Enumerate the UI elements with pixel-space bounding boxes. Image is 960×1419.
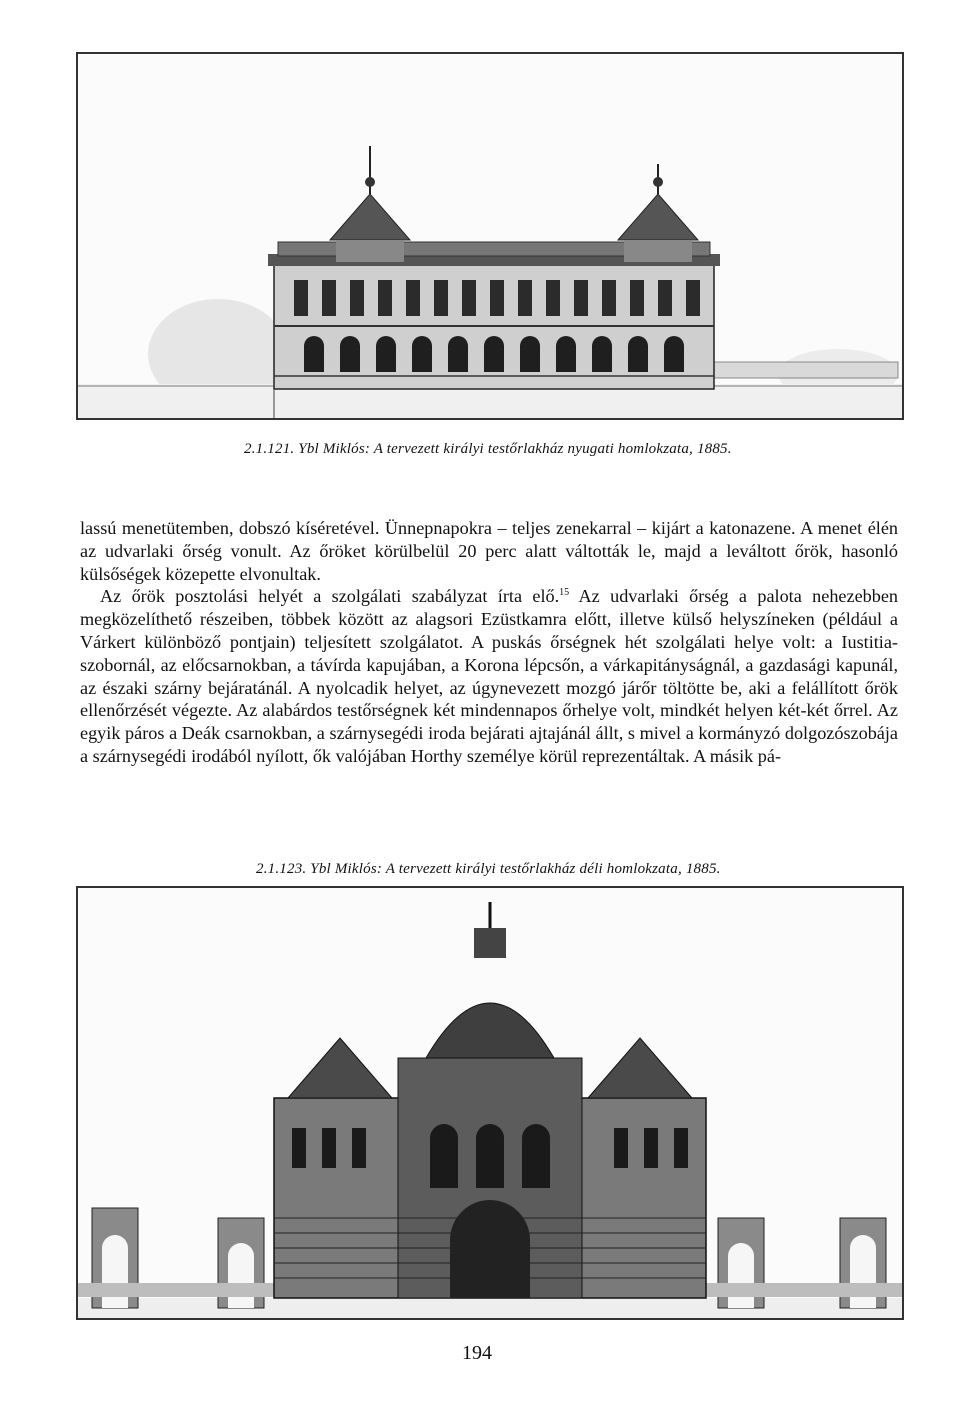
- page-number: 194: [462, 1342, 492, 1364]
- west-facade-drawing: [78, 54, 902, 418]
- south-facade-drawing: [78, 888, 902, 1318]
- paragraph-2-rest: Az udvarlaki őrség a palota nehezebben megközelíthető részeiben, többek között az alagsori Ezüstkamra előtt, illetve külső helyszíneken (például a Várkert különböző pontjain) teljesített szolgálatot. A puskás őrségnek hét szolgálati helye volt: a Iustitia-szobornál, az előcsarnokban, a távírda kapujában, a Korona lépcsőn, a várkapitányságnál, a gazdasági kapunál, az északi szárny bejáratánál. A nyolcadik helyet, az úgynevezett mozgó járőr töltötte be, aki a felállított őrök ellenőrzését végezte. Az alabárdos testőrségnek két mindennapos őrhelye volt, mindkét helyen két-két őrrel. Az egyik páros a Deák csarnokban, a szárnysegédi iroda bejárati ajtajánál állt, s mivel a kormányzó dolgozószobája a szárnysegédi irodából nyílott, ők valójában Horthy személye körül reprezentáltak. A másik pá-: [80, 586, 898, 766]
- paragraph-2-start: Az őrök posztolási helyét a szolgálati szabályzat írta elő.: [100, 586, 560, 607]
- paragraph-1: lassú menetütemben, dobszó kíséretével. Ünnepnapokra – teljes zenekarral – kijárt a katonazene. A menet élén az udvarlaki őrség vonult. Az őröket körülbelül 20 perc alatt váltották le, majd a leváltott őrök, hasonló külsőségek közepette elvonultak.: [80, 518, 898, 584]
- footnote-ref: 15: [559, 587, 570, 599]
- paragraph-2: [80, 585, 898, 767]
- body-text: [80, 517, 898, 768]
- figure-west-facade: [76, 52, 904, 420]
- figure-south-facade: [76, 886, 904, 1320]
- figure-caption-2: 2.1.123. Ybl Miklós: A tervezett királyi testőrlakház déli homlokzata, 1885.: [256, 861, 721, 877]
- figure-caption-1: 2.1.121. Ybl Miklós: A tervezett királyi testőrlakház nyugati homlokzata, 1885.: [244, 441, 732, 457]
